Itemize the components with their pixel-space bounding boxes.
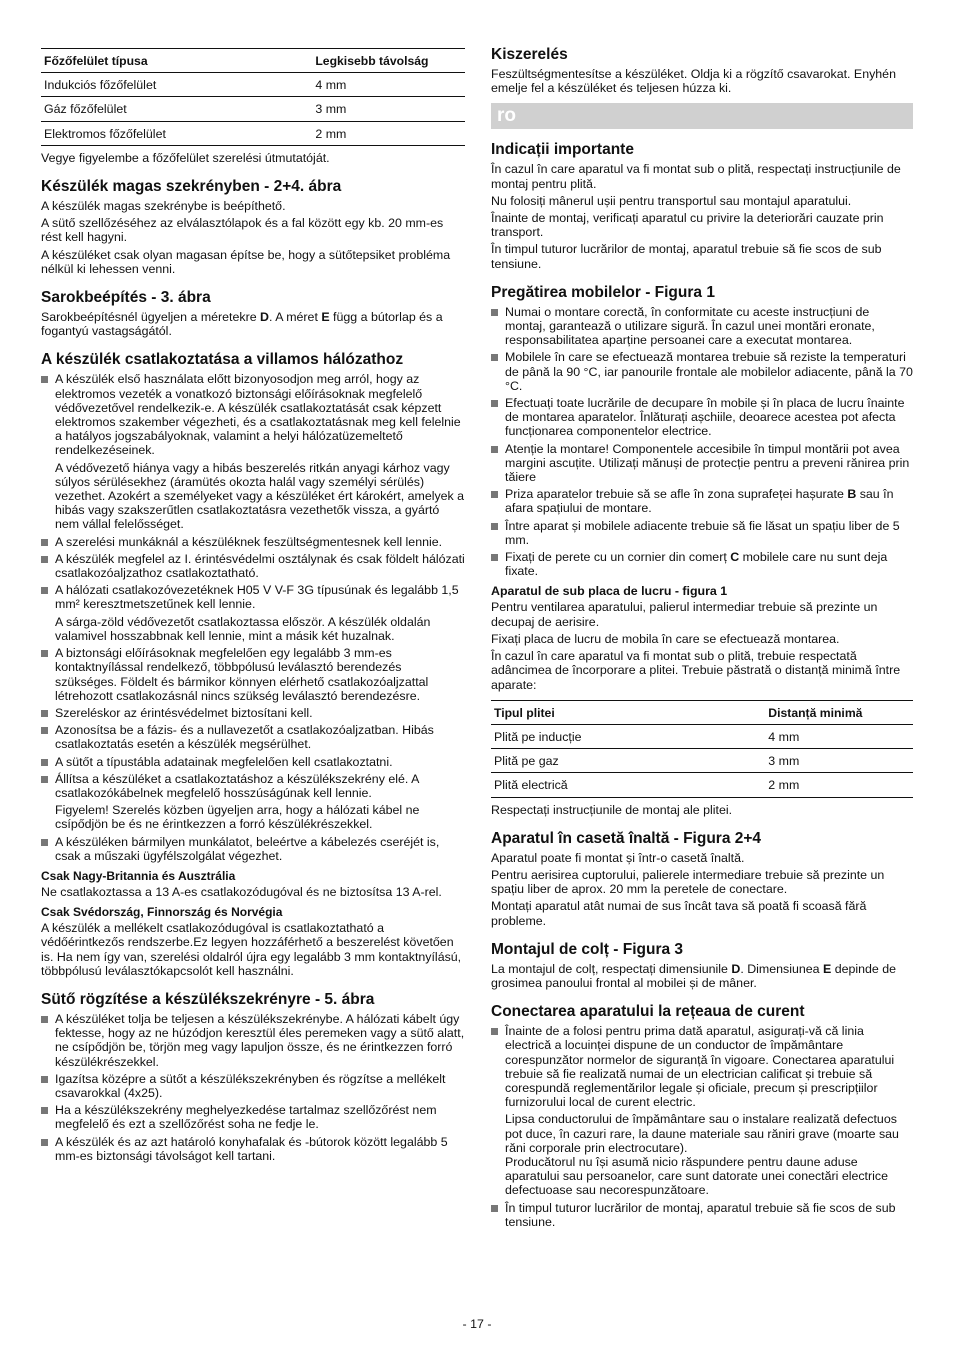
list-item-text: Efectuați toate lucrările de decupare în mobile și în placa de lucru înainte de montarea aparatelor. Înlăturați așchiile, deoarece acestea pot afecta funcționarea componentelor electrice. bbox=[505, 396, 905, 439]
paragraph bbox=[491, 962, 913, 990]
paragraph: Fixați placa de lucru de mobila în care se efectuează montarea. bbox=[491, 631, 840, 646]
table-row bbox=[41, 73, 465, 97]
list-item bbox=[491, 487, 913, 515]
paragraph: A készülék a mellékelt csatlakozódugóval is csatlakoztatható a védőérintkezős rendszerbe.Ez legyen hozzáférhető a beszerelést követően is. Ha nem így van, szerelési oldalról újra egy legalább 3 mm kontaktnyílású, többpólusú leválasztókapcsolót kell használni. bbox=[41, 921, 462, 978]
subsection-heading: Csak Nagy-Britannia és Ausztrália bbox=[41, 868, 236, 883]
square-bullet-icon bbox=[491, 1205, 498, 1212]
list-item bbox=[491, 305, 913, 348]
text-run: Fixați de perete cu un cornier din comerț bbox=[505, 550, 731, 565]
list-item bbox=[491, 442, 913, 485]
table-cell: Plită pe inducție bbox=[491, 724, 765, 748]
paragraph: În cazul în care aparatul va fi montat sub o plită, trebuie respectată adâncimea de încorporare a plitei. Trebuie păstrată o distanță minimă între aparate: bbox=[491, 649, 901, 692]
text-run: sau în afara spațiului de montare. bbox=[505, 487, 894, 516]
table-cell: 4 mm bbox=[312, 73, 465, 97]
square-bullet-icon bbox=[491, 400, 498, 407]
table-header: Legkisebb távolság bbox=[312, 49, 465, 73]
square-bullet-icon bbox=[491, 491, 498, 498]
list-item-continuation: Producătorul nu își asumă nicio răspundere pentru daune aduse aparatului sau persoanelor, care sunt datorate unei conectări electrice defectuoase sau necorespunzătoare. bbox=[505, 1154, 888, 1198]
table-cell: Plită electrică bbox=[491, 773, 765, 797]
square-bullet-icon bbox=[491, 554, 498, 561]
section-heading: Montajul de colț - Figura 3 bbox=[491, 940, 684, 958]
text-run-bold: D bbox=[731, 961, 741, 976]
bullet-list bbox=[41, 372, 465, 863]
subsection-heading: Csak Svédország, Finnország és Norvégia bbox=[41, 905, 283, 920]
paragraph: Pentru ventilarea aparatului, palierul intermediar trebuie să prezinte un decupaj de aerisire. bbox=[491, 600, 878, 629]
square-bullet-icon bbox=[491, 354, 498, 361]
list-item-text: Ha a készülékszekrény meghelyezkedése tartalmaz szellőzőrést nem megfelelő és ezt a szellőzőrést soha ne fedje le. bbox=[55, 1103, 437, 1132]
table-header-row bbox=[491, 700, 913, 724]
square-bullet-icon bbox=[491, 446, 498, 453]
section-heading: Sütő rögzítése a készülékszekrényre - 5. ábra bbox=[41, 990, 375, 1008]
list-item bbox=[41, 552, 465, 580]
section-heading: Aparatul în casetă înaltă - Figura 2+4 bbox=[491, 829, 762, 847]
square-bullet-icon bbox=[41, 539, 48, 546]
table-cell: Elektromos főzőfelület bbox=[41, 121, 312, 145]
table-cell: 4 mm bbox=[765, 724, 913, 748]
table-note: Respectați instrucțiunile de montaj ale plitei. bbox=[491, 802, 733, 817]
table-row bbox=[41, 121, 465, 145]
list-item-text: Állítsa a készüléket a csatlakoztatáshoz a készülékszekrény elé. A csatlakozókábelnek megfelelő hosszúságúnak kell lennie. bbox=[55, 771, 419, 800]
text-run: Priza aparatelor trebuie să se afle în zona suprafeței hașurate bbox=[505, 487, 848, 502]
section-heading: Sarokbeépítés - 3. ábra bbox=[41, 289, 211, 307]
text-run-bold: C bbox=[730, 550, 740, 565]
table-cell: 2 mm bbox=[765, 773, 913, 797]
list-item bbox=[491, 519, 913, 547]
text-run-bold: E bbox=[822, 961, 832, 976]
list-item-continuation: Figyelem! Szerelés közben ügyeljen arra, hogy a hálózati kábel ne csípődjön be és ne érintkezzen a forró készülékrészekkel. bbox=[55, 803, 420, 832]
cooktop-distance-table-hu bbox=[41, 48, 465, 146]
list-item-text: A szerelési munkáknál a készüléknek feszültségmentesnek kell lennie. bbox=[55, 534, 443, 549]
list-item bbox=[41, 1135, 465, 1163]
paragraph: Montați aparatul atât numai de sus încât tava să poată fi scoasă fără probleme. bbox=[491, 899, 867, 928]
table-cell: 3 mm bbox=[765, 749, 913, 773]
table-header: Distanță minimă bbox=[765, 700, 913, 724]
list-item-text: Igazítsa középre a sütőt a készülékszekrényben és rögzítse a mellékelt csavarokkal (4x25). bbox=[55, 1071, 446, 1100]
section-heading: Indicații importante bbox=[491, 141, 634, 159]
text-run: La montajul de colț, respectați dimensiunile bbox=[491, 961, 732, 976]
text-run: depinde de grosimea panoului frontal al mobilei și de mâner. bbox=[491, 961, 897, 990]
list-item bbox=[491, 396, 913, 439]
section-heading: A készülék csatlakoztatása a villamos hálózathoz bbox=[41, 351, 404, 369]
page-number: - 17 - bbox=[462, 1317, 492, 1331]
square-bullet-icon bbox=[41, 776, 48, 783]
language-bar: ro bbox=[491, 103, 913, 129]
section-heading: Készülék magas szekrényben - 2+4. ábra bbox=[41, 178, 342, 196]
square-bullet-icon bbox=[41, 1107, 48, 1114]
list-item bbox=[41, 1072, 465, 1100]
list-item-text: A készüléken bármilyen munkálatot, beleértve a kábelezés cseréjét is, csak a műszaki ügyfélszolgálat végezhet. bbox=[55, 834, 440, 863]
square-bullet-icon bbox=[41, 376, 48, 383]
square-bullet-icon bbox=[41, 556, 48, 563]
section-heading: Conectarea aparatului la rețeaua de curent bbox=[491, 1003, 805, 1021]
list-item-text: Numai o montare corectă, în conformitate cu aceste instrucțiuni de montaj, garantează o utilizare sigură. În cazul unei montări eronate, responsabilitatea aparține persoanei care a executat montarea. bbox=[505, 304, 875, 348]
paragraph: În cazul în care aparatul va fi montat sub o plită, respectați instrucțiunile de montaj pentru plită. bbox=[491, 162, 901, 191]
list-item bbox=[41, 755, 465, 769]
paragraph: A készüléket csak olyan magasan építse be, hogy a sütőtepsiket probléma nélkül ki lehessen venni. bbox=[41, 247, 451, 276]
list-item bbox=[491, 550, 913, 578]
list-item bbox=[491, 1201, 913, 1229]
square-bullet-icon bbox=[41, 727, 48, 734]
table-cell: Indukciós főzőfelület bbox=[41, 73, 312, 97]
bullet-list bbox=[491, 305, 913, 579]
table-row bbox=[41, 97, 465, 121]
square-bullet-icon bbox=[41, 1139, 48, 1146]
text-run-bold: E bbox=[321, 310, 330, 325]
list-item bbox=[41, 372, 465, 531]
square-bullet-icon bbox=[491, 1028, 498, 1035]
list-item-text bbox=[505, 550, 913, 578]
table-note: Vegye figyelembe a főzőfelület szerelési útmutatóját. bbox=[41, 150, 330, 165]
paragraph: Înainte de montaj, verificați aparatul cu privire la deteriorări cauzate prin transport. bbox=[491, 211, 884, 240]
square-bullet-icon bbox=[41, 839, 48, 846]
text-run: . Dimensiunea bbox=[740, 961, 823, 976]
table-cell: 2 mm bbox=[312, 121, 465, 145]
square-bullet-icon bbox=[41, 710, 48, 717]
list-item-text: Szereléskor az érintésvédelmet biztosítani kell. bbox=[55, 705, 313, 720]
paragraph: Ne csatlakoztassa a 13 A-es csatlakozódugóval és ne biztosítsa 13 A-rel. bbox=[41, 884, 442, 899]
table-cell: 3 mm bbox=[312, 97, 465, 121]
table-header: Tipul plitei bbox=[491, 700, 765, 724]
list-item bbox=[491, 350, 913, 393]
paragraph: A sütő szellőzéséhez az elválasztólapok és a fal között egy kb. 20 mm-es rést kell hagyni. bbox=[41, 216, 444, 245]
list-item-continuation: A védővezető hiánya vagy a hibás beszerelés ritkán anyagi kárhoz vagy súlyos sérülésekhez (áramütés okozta halál vagy személyi sérülés) vezethet. Azokért a személyeket vagy a készüléket ért károkért, amelyek a hibás vagy szakszerűtlen csatlakoztatásra vezethetők vissza, a gyártó nem vállal felelősséget. bbox=[55, 460, 465, 532]
text-run-bold: B bbox=[847, 487, 857, 502]
list-item-text: A sütőt a típustábla adatainak megfelelően kell csatlakoztatni. bbox=[55, 754, 393, 769]
list-item-text: În timpul tuturor lucrărilor de montaj, aparatul trebuie să fie scos de sub tensiune. bbox=[505, 1200, 896, 1229]
list-item bbox=[41, 706, 465, 720]
square-bullet-icon bbox=[41, 1016, 48, 1023]
list-item bbox=[41, 835, 465, 863]
list-item-text: Atenție la montare! Componentele accesibile în timpul montării pot avea margini ascuțite. Utilizați mănuși de protecție pentru a preveni rănirea prin tăiere bbox=[505, 441, 910, 485]
text-run: Sarokbeépítésnél ügyeljen a méretekre bbox=[41, 310, 261, 325]
cooktop-distance-table-ro bbox=[491, 700, 913, 798]
square-bullet-icon bbox=[41, 650, 48, 657]
square-bullet-icon bbox=[41, 759, 48, 766]
list-item-text: A készülék megfelel az I. érintésvédelmi osztálynak és csak földelt hálózati csatlakozóaljzathoz csatlakoztatható. bbox=[55, 551, 465, 581]
table-row bbox=[491, 749, 913, 773]
list-item-text: A hálózati csatlakozóvezetéknek H05 V V-F 3G típusúnak és legalább 1,5 mm² keresztmetszetűnek kell lennie. bbox=[55, 583, 459, 612]
table-cell: Gáz főzőfelület bbox=[41, 97, 312, 121]
list-item-continuation: Lipsa conductorului de împământare sau o instalare realizată defectuos pot duce, în cazuri rare, la daune materiale sau răniri grave (moarte sau răni corporale prin electrocutare). bbox=[505, 1112, 899, 1155]
list-item bbox=[41, 1012, 465, 1069]
paragraph: Aparatul poate fi montat și într-o casetă înaltă. bbox=[491, 850, 745, 865]
list-item-text: A készüléket tolja be teljesen a készülékszekrénybe. A hálózati kábelt úgy fektesse, hogy az ne húzódjon keresztül éles peremeken vagy a sütő alatt, ne csípődjön be, törjön meg vagy lapuljon össze, és ne érintkezzen forró készülékrészekkel. bbox=[55, 1011, 465, 1069]
list-item-text: Azonosítsa be a fázis- és a nullavezetőt a csatlakozóaljzatban. Hibás csatlakoztatás esetén a készülék megsérülhet. bbox=[55, 723, 434, 752]
subsection-heading: Aparatul de sub placa de lucru - figura 1 bbox=[491, 584, 728, 599]
bullet-list bbox=[41, 1012, 465, 1163]
text-run: mobilele care nu sunt deja fixate. bbox=[505, 550, 888, 579]
paragraph: Nu folosiți mânerul ușii pentru transportul sau montajul aparatului. bbox=[491, 193, 852, 208]
list-item bbox=[491, 1024, 913, 1197]
list-item bbox=[41, 772, 465, 832]
list-item-text: A biztonsági előírásoknak megfelelően egy legalább 3 mm-es kontaktnyílással rendelkező, többpólusú leválasztó berendezés szükséges. Földelt és bármikor könnyen elérhető csatlakozóaljzattal létrehozott csatlakozásnál nincs szükség leválasztó berendezésre. bbox=[55, 646, 429, 703]
paragraph: În timpul tuturor lucrărilor de montaj, aparatul trebuie să fie scos de sub tensiune. bbox=[491, 242, 882, 271]
paragraph: A készülék magas szekrénybe is beépíthető. bbox=[41, 199, 286, 214]
list-item bbox=[41, 583, 465, 643]
square-bullet-icon bbox=[491, 309, 498, 316]
table-cell: Plită pe gaz bbox=[491, 749, 765, 773]
list-item-text bbox=[505, 487, 913, 515]
section-heading: Pregătirea mobilelor - Figura 1 bbox=[491, 283, 715, 301]
table-row bbox=[491, 724, 913, 748]
left-column bbox=[41, 46, 465, 1166]
text-run: függ a bútorlap és a fogantyú vastagságától. bbox=[41, 310, 443, 339]
list-item bbox=[41, 535, 465, 549]
table-row bbox=[491, 773, 913, 797]
text-run-bold: D bbox=[260, 310, 269, 325]
right-column bbox=[491, 46, 913, 1232]
square-bullet-icon bbox=[41, 587, 48, 594]
square-bullet-icon bbox=[41, 1076, 48, 1083]
section-heading: Kiszerelés bbox=[491, 46, 568, 63]
list-item bbox=[41, 646, 465, 703]
list-item-text: A készülék első használata előtt bizonyosodjon meg arról, hogy az elektromos vezeték a vonatkozó biztonsági előírásoknak megfelelő védővezetővel rendelkezik-e. A készülék csatlakoztatását csak képzett elektromos szakember végezheti, és a csatlakoztatásnak meg kell felelnie a hatályos jogszabályoknak, valamint a helyi hálózatüzemeltető rendelkezéseinek. bbox=[55, 372, 461, 458]
table-header-row bbox=[41, 49, 465, 73]
list-item bbox=[41, 723, 465, 751]
list-item-text: A készülék és az azt határoló konyhafalak és -bútorok között legalább 5 mm-es biztonsági távolságot kell tartani. bbox=[55, 1134, 448, 1163]
list-item-text: Între aparat și mobilele adiacente trebuie să fie lăsat un spațiu liber de 5 mm. bbox=[505, 518, 900, 547]
list-item-text: Înainte de a folosi pentru prima dată aparatul, asigurați-vă că linia electrică a locuinței dispune de un conductor de împământare corespunzător normelor de siguranță în vigoare. Conectarea aparatului trebuie să fie realizată numai de un electrician calificat și trebuie să corespundă reglementărilor legale și oficiale, precum și prescripțiilor furnizorului local de curent electric. bbox=[505, 1024, 895, 1110]
paragraph bbox=[41, 310, 465, 338]
paragraph: Feszültségmentesítse a készüléket. Oldja ki a rögzítő csavarokat. Enyhén emelje fel a készüléket és teljesen húzza ki. bbox=[491, 67, 896, 96]
list-item bbox=[41, 1103, 465, 1131]
paragraph: Pentru aerisirea cuptorului, palierele intermediare trebuie să prezinte un spațiu liber de aprox. 20 mm la peretele de conectare. bbox=[491, 867, 885, 897]
square-bullet-icon bbox=[491, 523, 498, 530]
bullet-list bbox=[491, 1024, 913, 1229]
list-item-continuation: A sárga-zöld védővezetőt csatlakoztassa először. A készülék oldalán valamivel hosszabbnak kell lennie, mint a másik két huzalnak. bbox=[55, 614, 431, 643]
list-item-text: Mobilele în care se efectuează montarea trebuie să reziste la temperaturi de până la 90 °C, iar panourile frontale ale mobilelor adiacente, până la 70 °C. bbox=[505, 350, 913, 393]
table-header: Főzőfelület típusa bbox=[41, 49, 312, 73]
text-run: . A méret bbox=[269, 310, 322, 325]
